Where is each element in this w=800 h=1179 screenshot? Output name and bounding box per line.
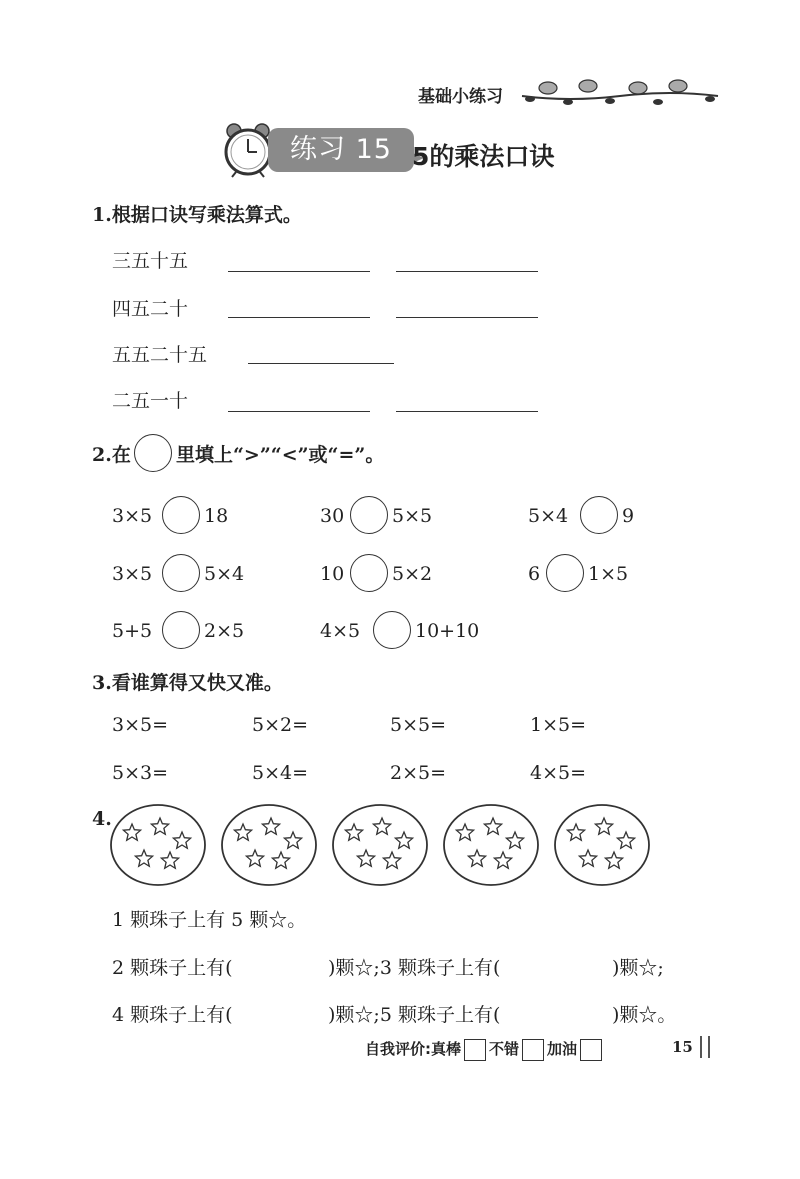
eval-label: 自我评价:真棒: [365, 1040, 461, 1058]
q1-answer-blank[interactable]: [228, 410, 370, 412]
star-icon: [567, 824, 584, 840]
compare-right: 5×2: [392, 563, 433, 585]
star-icon: [373, 818, 390, 834]
star-icon: [357, 850, 374, 866]
bead: [111, 805, 205, 885]
star-icon: [468, 850, 485, 866]
q2-heading-end: 里填上“>”“<”或“=”。: [176, 444, 385, 466]
compare-left: 30: [320, 505, 345, 527]
star-icon: [284, 832, 301, 848]
heading-circle-icon: [134, 434, 172, 472]
compare-right: 5×5: [392, 505, 433, 527]
exercise-banner: 练习 15: [268, 128, 414, 172]
q1-answer-blank[interactable]: [228, 316, 370, 318]
compare-circle[interactable]: [350, 496, 388, 534]
q1-item: 二五一十: [112, 390, 189, 412]
calc-item[interactable]: 5×5=: [390, 714, 447, 736]
calc-item[interactable]: 5×2=: [252, 714, 309, 736]
star-icon: [383, 852, 400, 868]
q4-line2-part1: 2 颗珠子上有(: [112, 957, 233, 979]
star-icon: [151, 818, 168, 834]
q4-line3-part2: )颗☆;5 颗珠子上有(: [328, 1004, 501, 1026]
eval-option-good: 不错: [489, 1040, 520, 1058]
star-icon: [234, 824, 251, 840]
compare-circle[interactable]: [350, 554, 388, 592]
star-icon: [605, 852, 622, 868]
compare-circle[interactable]: [546, 554, 584, 592]
q3-heading: 3.看谁算得又快又准。: [92, 672, 283, 694]
calc-item[interactable]: 4×5=: [530, 762, 587, 784]
compare-right: 1×5: [588, 563, 629, 585]
star-icon: [617, 832, 634, 848]
q1-item: 三五十五: [112, 250, 189, 272]
compare-circle[interactable]: [162, 554, 200, 592]
calc-item[interactable]: 5×3=: [112, 762, 169, 784]
bead: [555, 805, 649, 885]
compare-right: 9: [622, 505, 635, 527]
star-icon: [262, 818, 279, 834]
compare-circle[interactable]: [373, 611, 411, 649]
self-evaluation: [365, 1038, 605, 1061]
compare-circle[interactable]: [162, 496, 200, 534]
q1-answer-blank[interactable]: [248, 362, 394, 364]
q4-number: 4.: [92, 808, 112, 830]
page-edge-bar: [700, 1036, 702, 1058]
eval-checkbox-great[interactable]: [464, 1039, 486, 1061]
q1-item: 五五二十五: [112, 344, 208, 366]
star-icon: [173, 832, 190, 848]
compare-left: 4×5: [320, 620, 361, 642]
bead: [222, 805, 316, 885]
q1-item: 四五二十: [112, 298, 189, 320]
star-icon: [579, 850, 596, 866]
q1-answer-blank[interactable]: [396, 270, 538, 272]
compare-circle[interactable]: [580, 496, 618, 534]
eval-option-keep-going: 加油: [547, 1040, 578, 1058]
eval-checkbox-keep-going[interactable]: [580, 1039, 602, 1061]
compare-left: 3×5: [112, 505, 153, 527]
compare-left: 3×5: [112, 563, 153, 585]
star-icon: [135, 850, 152, 866]
alarm-clock-icon: [222, 122, 274, 178]
compare-circle[interactable]: [162, 611, 200, 649]
star-icon: [456, 824, 473, 840]
star-icon: [494, 852, 511, 868]
q1-answer-blank[interactable]: [228, 270, 370, 272]
compare-left: 6: [528, 563, 541, 585]
star-icon: [595, 818, 612, 834]
star-icon: [506, 832, 523, 848]
q4-line3-part1: 4 颗珠子上有(: [112, 1004, 233, 1026]
calc-item[interactable]: 2×5=: [390, 762, 447, 784]
star-icon: [272, 852, 289, 868]
star-icon: [246, 850, 263, 866]
beads-illustration: [108, 800, 668, 890]
star-icon: [395, 832, 412, 848]
vine-decoration-icon: [520, 72, 720, 112]
compare-left: 5×4: [528, 505, 569, 527]
q4-line2-part3: )颗☆;: [612, 957, 664, 979]
q2-heading-start: 2.在: [92, 444, 131, 466]
star-icon: [484, 818, 501, 834]
q4-line2-part2: )颗☆;3 颗珠子上有(: [328, 957, 501, 979]
star-icon: [161, 852, 178, 868]
bead: [333, 805, 427, 885]
q1-heading: 1.根据口诀写乘法算式。: [92, 204, 302, 226]
page-number: 15: [672, 1038, 693, 1056]
page-edge-bar: [708, 1036, 710, 1058]
eval-checkbox-good[interactable]: [522, 1039, 544, 1061]
q4-line3-part3: )颗☆。: [612, 1004, 677, 1026]
q4-line1: 1 颗珠子上有 5 颗☆。: [112, 909, 307, 931]
compare-right: 18: [204, 505, 229, 527]
star-icon: [123, 824, 140, 840]
q1-answer-blank[interactable]: [396, 316, 538, 318]
q1-answer-blank[interactable]: [396, 410, 538, 412]
bead: [444, 805, 538, 885]
calc-item[interactable]: 5×4=: [252, 762, 309, 784]
header-label: 基础小练习: [418, 87, 503, 107]
compare-right: 2×5: [204, 620, 245, 642]
compare-right: 5×4: [204, 563, 245, 585]
calc-item[interactable]: 3×5=: [112, 714, 169, 736]
compare-left: 10: [320, 563, 345, 585]
calc-item[interactable]: 1×5=: [530, 714, 587, 736]
compare-right: 10+10: [415, 620, 480, 642]
star-icon: [345, 824, 362, 840]
compare-left: 5+5: [112, 620, 153, 642]
page-title: 5的乘法口诀: [412, 142, 555, 171]
